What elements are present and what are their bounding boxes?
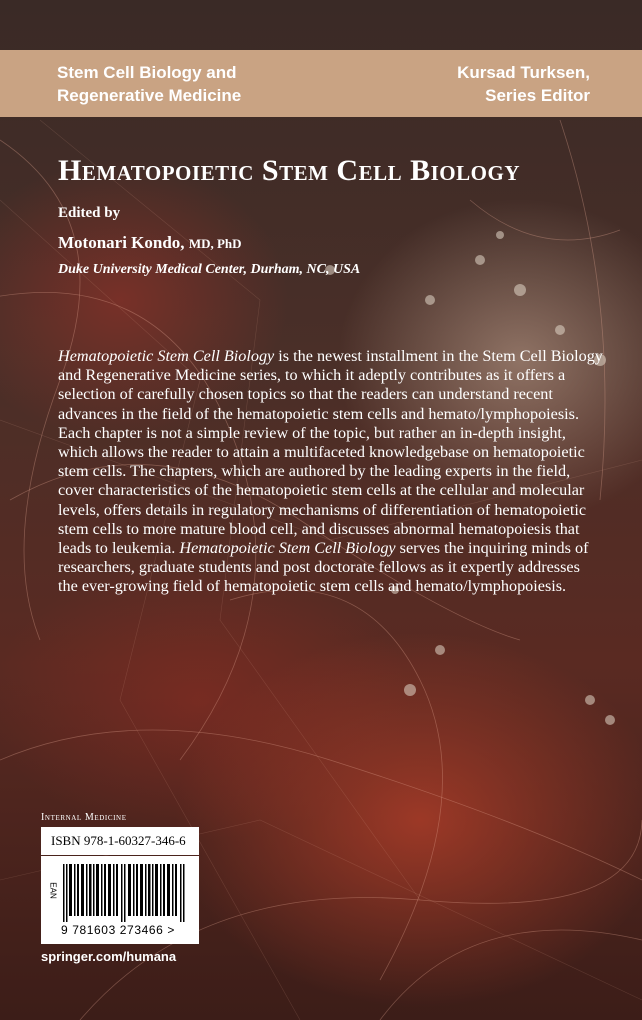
barcode-digits: 9 781603 273466 > [61,923,175,937]
ean-label: EAN [48,882,58,899]
description-second-title: Hematopoietic Stem Cell Biology [179,539,396,558]
description-part2: serves the inquiring minds of researchers, graduate students and post doctorate fellows as it expertly addresses the ever-growing field of hematopoietic stem cells and hemato/lymphopoiesis. [58,539,589,596]
series-editor-line1: Kursad Turksen, [457,63,590,82]
edited-by-label: Edited by [58,205,121,221]
series-name-line1: Stem Cell Biology and [57,63,237,82]
book-description [58,347,603,597]
editor-name [58,233,242,253]
publisher-url[interactable]: springer.com/humana [41,949,177,964]
editor-name-text: Motonari Kondo, [58,233,185,252]
description-lead-title: Hematopoietic Stem Cell Biology [58,347,275,365]
editor-affiliation: Duke University Medical Center, Durham, NC, USA [58,262,361,277]
series-name [57,61,241,107]
category-label: Internal Medicine [41,812,127,823]
series-name-line2: Regenerative Medicine [57,86,242,105]
barcode-bars [63,864,191,922]
isbn-label: ISBN 978-1-60327-346-6 [41,827,199,855]
series-editor-line2: Series Editor [485,86,590,105]
editor-degrees: MD, PhD [188,236,242,251]
series-band [0,50,642,117]
description-part1: is the newest installment in the Stem Cell Biology and Regenerative Medicine series, to which it adeptly contributes as it offers a selection of carefully chosen topics so that the readers can understand recent advances in the field of the hematopoietic stem cells and hemato/lymphopoiesis. Each chapter is not a simple review of the topic, but rather an in-depth insight, which allows the reader to attain a multifaceted knowledgebase on hematopoietic stem cells. The chapters, which are authored by the leading experts in the field, cover characteristics of the hematopoietic stem cells at the cellular and molecular levels, offers details in regulatory mechanisms of differentiation of hematopoietic stem cells to more mature blood cell, and discusses abnormal hematopoiesis that leads to leukemia. [58,347,603,558]
series-editor [457,61,590,107]
barcode [41,856,199,944]
book-title: Hematopoietic Stem Cell Biology [58,154,520,187]
